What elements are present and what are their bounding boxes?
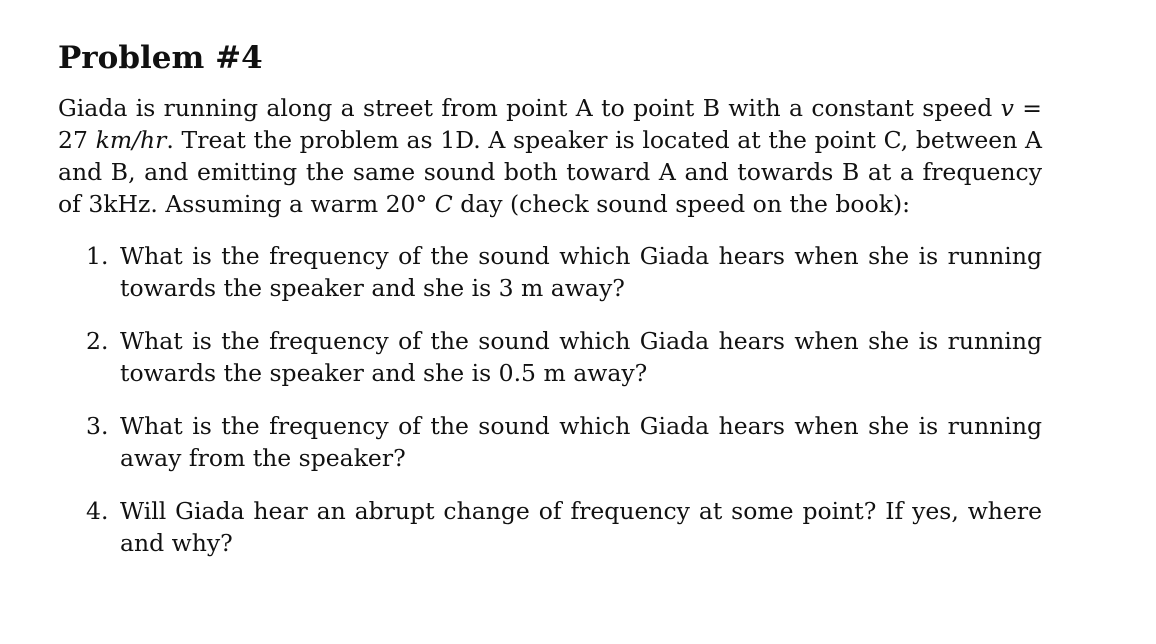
equals-sign: = (1013, 94, 1042, 122)
question-number: 1. (86, 242, 109, 270)
question-text: What is the frequency of the sound which Giada hears when she is running towards the speaker and she is 3 m away? (120, 242, 1042, 302)
problem-title: Problem #4 (58, 40, 263, 76)
question-item (58, 325, 1042, 389)
question-text: Will Giada hear an abrupt change of frequency at some point? If yes, where and why? (120, 497, 1042, 557)
speed-unit: km/hr (95, 126, 167, 154)
question-item (58, 495, 1042, 559)
question-text: What is the frequency of the sound which Giada hears when she is running away from the speaker? (120, 412, 1042, 472)
question-number: 2. (86, 327, 109, 355)
question-text: What is the frequency of the sound which Giada hears when she is running towards the speaker and she is 0.5 m away? (120, 327, 1042, 387)
question-item (58, 410, 1042, 474)
temperature-unit: C (434, 190, 453, 218)
problem-statement (58, 92, 1042, 220)
document-page (58, 36, 1042, 580)
speed-value: 27 (58, 126, 88, 154)
question-number: 4. (86, 497, 109, 525)
question-item (58, 240, 1042, 304)
question-list (58, 240, 1042, 559)
question-number: 3. (86, 412, 109, 440)
intro-text-part2: . Treat the problem as 1D. A speaker is located at the point C, between A and B, and emitting the same sound both toward A and towards B at a frequency of 3kHz. Assuming a warm 20° (58, 126, 1042, 218)
intro-text-part1: Giada is running along a street from point A to point B with a constant speed (58, 94, 993, 122)
speed-variable: v (1000, 94, 1014, 122)
intro-text-part3: day (check sound speed on the book): (460, 190, 911, 218)
